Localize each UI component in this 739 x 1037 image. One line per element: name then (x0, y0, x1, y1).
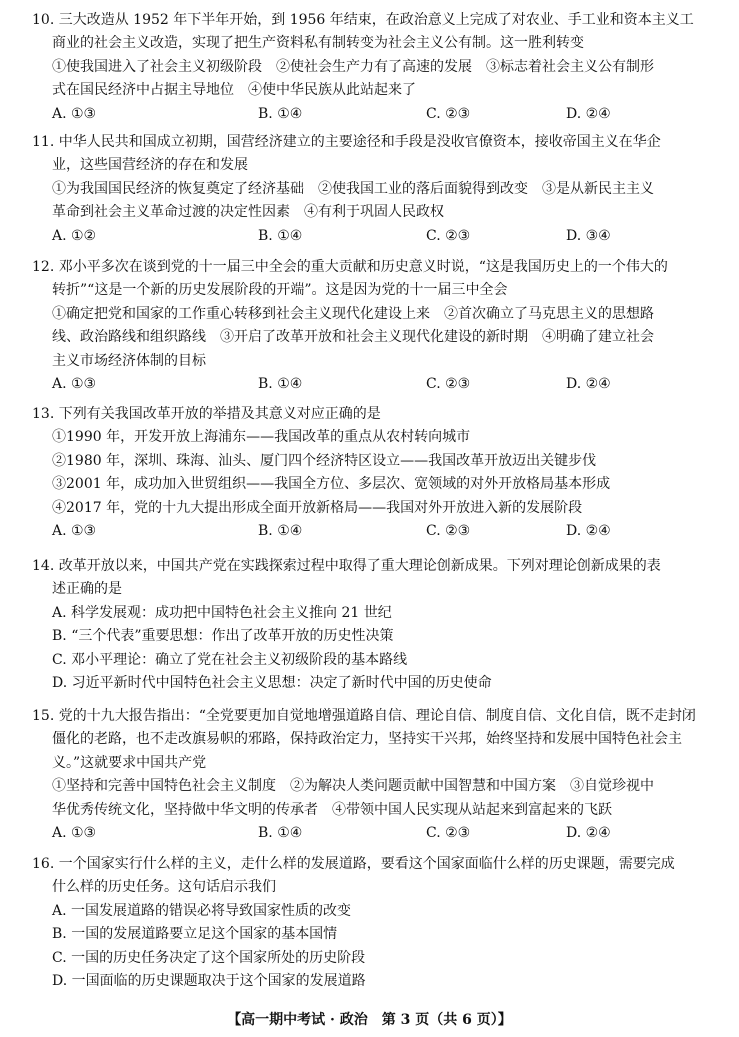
option-b: B. ①④ (258, 375, 303, 392)
question-stem-line: 述正确的是 (52, 581, 122, 598)
option-b: B. ①④ (258, 105, 303, 122)
question-11 (32, 131, 722, 248)
statement-line: 华优秀传统文化，坚持做中华文明的传承者 ④带领中国人民实现从站起来到富起来的飞跃 (52, 801, 612, 818)
question-14 (32, 555, 722, 695)
question-stem-line: 僵化的老路，也不走改旗易帜的邪路，保持政治定力，坚持实干兴邦，始终坚持和发展中国特色社会主 (52, 731, 682, 748)
statement-line: ①为我国国民经济的恢复奠定了经济基础 ②使我国工业的落后面貌得到改变 ③是从新民主主义 (52, 180, 654, 197)
option-b: B. ①④ (258, 522, 303, 539)
option-c: C. ②③ (426, 227, 471, 244)
option-c: C. 一国的历史任务决定了这个国家所处的历史阶段 (52, 949, 366, 966)
answer-options (32, 822, 722, 845)
question-stem-line: 13. 下列有关我国改革开放的举措及其意义对应正确的是 (32, 406, 381, 422)
question-stem-line: 15. 党的十九大报告指出：“全党要更加自觉地增强道路自信、理论自信、制度自信、文化自信，既不走封闭 (32, 708, 696, 724)
option-b: B. 一国的发展道路要立足这个国家的基本国情 (52, 926, 338, 943)
statement-line: ①确定把党和国家的工作重心转移到社会主义现代化建设上来 ②首次确立了马克思主义的思想路 (52, 305, 654, 322)
question-10 (32, 9, 722, 126)
question-12 (32, 256, 722, 396)
answer-options (32, 520, 722, 543)
page-footer: 【高一期中考试 · 政治 第 3 页（共 6 页）】 (227, 1012, 512, 1028)
option-a: A. ①③ (52, 105, 97, 122)
question-stem-line: 转折”“这是一个新的历史发展阶段的开端”。这是因为党的十一届三中全会 (52, 282, 508, 299)
statement-line: 式在国民经济中占据主导地位 ④使中华民族从此站起来了 (52, 82, 416, 99)
question-stem-line: 11. 中华人民共和国成立初期，国营经济建立的主要途径和手段是没收官僚资本，接收帝国主义在华企 (32, 134, 661, 150)
option-d: D. 一国面临的历史课题取决于这个国家的发展道路 (52, 972, 366, 989)
option-d: D. ③④ (566, 227, 611, 244)
question-stem-line: 10. 三大改造从 1952 年下半年开始，到 1956 年结束，在政治意义上完成了对农业、手工业和资本主义工 (32, 12, 694, 28)
option-d: D. 习近平新时代中国特色社会主义思想：决定了新时代中国的历史使命 (52, 674, 492, 691)
answer-options (32, 373, 722, 396)
option-c: C. ②③ (426, 105, 471, 122)
option-a: A. ①③ (52, 824, 97, 841)
statement-line: ①坚持和完善中国特色社会主义制度 ②为解决人类问题贡献中国智慧和中国方案 ③自觉珍视中 (52, 778, 654, 795)
question-stem-line: 业，这些国营经济的存在和发展 (52, 157, 248, 174)
option-c: C. ②③ (426, 522, 471, 539)
option-b: B. “三个代表”重要思想：作出了改革开放的历史性决策 (52, 628, 394, 645)
option-b: B. ①④ (258, 824, 303, 841)
option-d: D. ②④ (566, 105, 611, 122)
statement-line: 革命到社会主义革命过渡的决定性因素 ④有利于巩固人民政权 (52, 204, 444, 221)
option-d: D. ②④ (566, 522, 611, 539)
statement-line: ④2017 年，党的十九大提出形成全面开放新格局——我国对外开放进入新的发展阶段 (52, 499, 583, 516)
option-a: A. ①② (52, 227, 97, 244)
question-stem-line: 16. 一个国家实行什么样的主义，走什么样的发展道路，要看这个国家面临什么样的历史课题，需要完成 (32, 856, 675, 872)
statement-line: 线、政治路线和组织路线 ③开启了改革开放和社会主义现代化建设的新时期 ④明确了建立社会 (52, 329, 654, 346)
question-stem-line: 商业的社会主义改造，实现了把生产资料私有制转变为社会主义公有制。这一胜利转变 (52, 35, 584, 52)
option-a: A. ①③ (52, 522, 97, 539)
option-a: A. 科学发展观：成功把中国特色社会主义推向 21 世纪 (52, 604, 392, 621)
statement-line: ①1990 年，开发开放上海浦东——我国改革的重点从农村转向城市 (52, 429, 471, 446)
statement-line: 主义市场经济体制的目标 (52, 352, 206, 369)
question-13 (32, 403, 722, 543)
option-b: B. ①④ (258, 227, 303, 244)
question-16 (32, 853, 722, 993)
question-stem-line: 14. 改革开放以来，中国共产党在实践探索过程中取得了重大理论创新成果。下列对理论创新成果的表 (32, 558, 661, 574)
question-stem-line: 什么样的历史任务。这句话启示我们 (52, 879, 276, 896)
option-c: C. 邓小平理论：确立了党在社会主义初级阶段的基本路线 (52, 651, 408, 668)
option-d: D. ②④ (566, 375, 611, 392)
question-15 (32, 705, 722, 845)
answer-options (32, 225, 722, 248)
statement-line: ③2001 年，成功加入世贸组织——我国全方位、多层次、宽领域的对外开放格局基本形成 (52, 476, 611, 493)
answer-options (32, 103, 722, 126)
question-stem-line: 义。”这就要求中国共产党 (52, 754, 207, 771)
statement-line: ②1980 年，深圳、珠海、汕头、厦门四个经济特区设立——我国改革开放迈出关键步伐 (52, 452, 597, 469)
option-c: C. ②③ (426, 375, 471, 392)
option-a: A. ①③ (52, 375, 97, 392)
option-d: D. ②④ (566, 824, 611, 841)
question-stem-line: 12. 邓小平多次在谈到党的十一届三中全会的重大贡献和历史意义时说，“这是我国历史上的一个伟大的 (32, 259, 668, 275)
option-a: A. 一国发展道路的错误必将导致国家性质的改变 (52, 902, 352, 919)
statement-line: ①使我国进入了社会主义初级阶段 ②使社会生产力有了高速的发展 ③标志着社会主义公有制形 (52, 58, 654, 75)
option-c: C. ②③ (426, 824, 471, 841)
